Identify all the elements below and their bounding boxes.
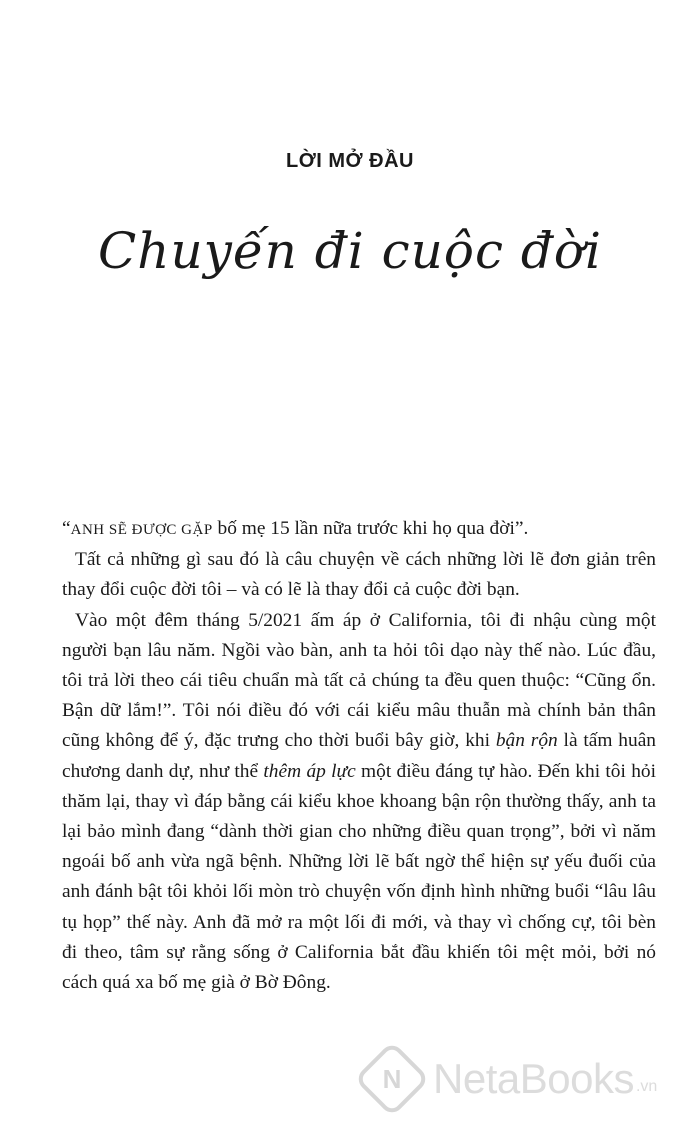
paragraph-3: [62, 606, 656, 999]
p3-emphasis-busy: bận rộn: [495, 730, 558, 752]
p3-part-b: là tấm huân chương danh dự, như thể: [62, 730, 656, 782]
quote-rest: bố mẹ 15 lần nữa trước khi họ qua đời”.: [212, 518, 529, 539]
p3-part-a: Vào một đêm tháng 5/2021 ấm áp ở California, tôi đi nhậu cùng một người bạn lâu năm. Ngồi vào bàn, anh ta hỏi tôi dạo này thế nào. Lúc đầu, tôi trả lời theo cái tiêu chuẩn mà tất cả chúng ta đều quen thuộc: “Cũng ổn. Bận dữ lắm!”. Tôi nói điều đó với cái kiểu mâu thuẫn mà chính bản thân cũng không để ý, đặc trưng cho thời buổi bây giờ, khi: [62, 609, 656, 752]
paragraph-opening-quote: [62, 514, 656, 545]
netabooks-logo-icon: [354, 1041, 430, 1117]
watermark-suffix: .vn: [635, 1078, 658, 1095]
p3-part-c: một điều đáng tự hào. Đến khi tôi hỏi thăm lại, thay vì đáp bằng cái kiểu khoe khoang bận rộn thường thấy, anh ta lại bảo mình đang “dành thời gian cho những điều quan trọng”, bởi vì năm ngoái bố anh vừa ngã bệnh. Những lời lẽ bất ngờ thể hiện sự yếu đuối của anh đánh bật tôi khỏi lối mòn trò chuyện vốn định hình những buổi “lâu lâu tụ họp” thế này. Anh đã mở ra một lối đi mới, và thay vì chống cự, tôi bèn đi theo, tâm sự rằng sống ở California bắt đầu khiến tôi mệt mỏi, bởi nó cách quá xa bố mẹ già ở Bờ Đông.: [62, 760, 656, 994]
netabooks-watermark: [365, 1046, 700, 1112]
watermark-brand: NetaBooks: [433, 1055, 634, 1102]
p3-emphasis-pressure: thêm áp lực: [263, 760, 356, 782]
body-text: [62, 514, 656, 998]
smallcaps-lead: ANH SẼ ĐƯỢC GẶP: [70, 522, 213, 538]
logo-letter: N: [382, 1063, 402, 1094]
paragraph-2: Tất cả những gì sau đó là câu chuyện về cách những lời lẽ đơn giản trên thay đổi cuộc đời tôi – và có lẽ là thay đổi cả cuộc đời bạn.: [62, 549, 656, 601]
quote-open-mark: “: [62, 518, 71, 539]
chapter-heading: LỜI MỞ ĐẦU: [286, 150, 414, 172]
chapter-title: Chuyến đi cuộc đời: [98, 222, 602, 280]
